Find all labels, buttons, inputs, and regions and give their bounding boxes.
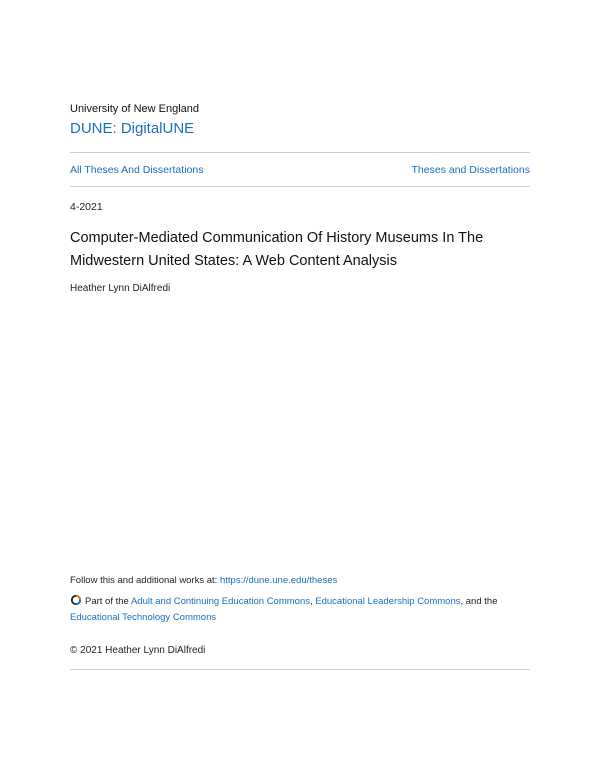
theses-url-link[interactable]: https://dune.une.edu/theses — [219, 575, 338, 586]
cover-page — [70, 0, 530, 776]
document-title — [70, 227, 530, 273]
title-line-2: Midwestern United States: A Web Content Analysis — [70, 253, 397, 269]
all-theses-link[interactable]: All Theses And Dissertations — [70, 164, 204, 176]
separator-1: , — [309, 596, 316, 607]
part-of-line — [70, 594, 530, 626]
divider-nav — [70, 186, 530, 187]
publication-date: 4-2021 — [70, 201, 103, 213]
author-name: Heather Lynn DiAlfredi — [70, 283, 171, 294]
institution-name: University of New England — [70, 103, 200, 115]
repository-link[interactable]: DUNE: DigitalUNE — [70, 120, 195, 137]
adult-education-commons-link[interactable]: Adult and Continuing Education Commons — [130, 596, 310, 607]
title-line-1: Computer-Mediated Communication Of History Museums In The — [70, 230, 484, 246]
educational-technology-commons-link[interactable]: Educational Technology Commons — [70, 612, 217, 623]
copyright-notice: © 2021 Heather Lynn DiAlfredi — [70, 645, 206, 656]
divider-top — [70, 152, 530, 153]
part-of-prefix: Part of the — [85, 596, 131, 607]
educational-leadership-commons-link[interactable]: Educational Leadership Commons — [315, 596, 461, 607]
separator-2: , and the — [460, 596, 498, 607]
theses-dissertations-link[interactable]: Theses and Dissertations — [411, 164, 530, 176]
divider-bottom — [70, 669, 530, 670]
network-commons-icon — [70, 594, 82, 606]
follow-line — [70, 575, 337, 586]
follow-text: Follow this and additional works at: — [70, 575, 220, 586]
